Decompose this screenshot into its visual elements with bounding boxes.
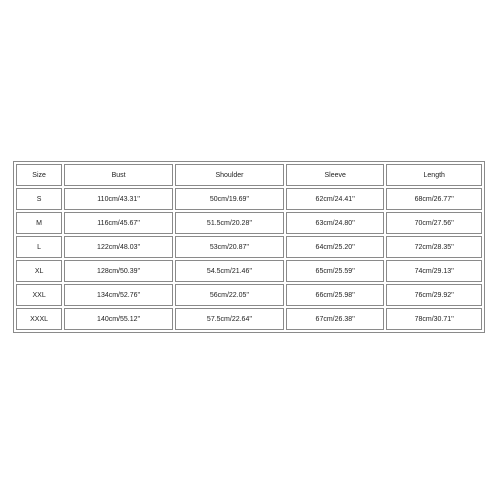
cell-length: 72cm/28.35'' xyxy=(386,236,482,258)
cell-size: M xyxy=(16,212,62,234)
cell-sleeve: 67cm/26.38'' xyxy=(286,308,385,330)
cell-shoulder: 57.5cm/22.64'' xyxy=(175,308,284,330)
cell-bust: 116cm/45.67'' xyxy=(64,212,173,234)
cell-size: XXXL xyxy=(16,308,62,330)
cell-size: S xyxy=(16,188,62,210)
cell-bust: 110cm/43.31'' xyxy=(64,188,173,210)
cell-bust: 122cm/48.03'' xyxy=(64,236,173,258)
cell-sleeve: 65cm/25.59'' xyxy=(286,260,385,282)
cell-sleeve: 64cm/25.20'' xyxy=(286,236,385,258)
cell-bust: 140cm/55.12'' xyxy=(64,308,173,330)
cell-bust: 128cm/50.39'' xyxy=(64,260,173,282)
cell-shoulder: 50cm/19.69'' xyxy=(175,188,284,210)
table-row xyxy=(16,308,482,330)
cell-length: 70cm/27.56'' xyxy=(386,212,482,234)
cell-shoulder: 51.5cm/20.28'' xyxy=(175,212,284,234)
cell-length: 74cm/29.13'' xyxy=(386,260,482,282)
header-shoulder: Shoulder xyxy=(175,164,284,186)
header-bust: Bust xyxy=(64,164,173,186)
size-chart-table xyxy=(13,161,485,333)
cell-size: L xyxy=(16,236,62,258)
cell-shoulder: 53cm/20.87'' xyxy=(175,236,284,258)
cell-sleeve: 62cm/24.41'' xyxy=(286,188,385,210)
cell-shoulder: 56cm/22.05'' xyxy=(175,284,284,306)
cell-shoulder: 54.5cm/21.46'' xyxy=(175,260,284,282)
cell-size: XL xyxy=(16,260,62,282)
cell-sleeve: 63cm/24.80'' xyxy=(286,212,385,234)
table-row xyxy=(16,284,482,306)
table-row xyxy=(16,188,482,210)
header-length: Length xyxy=(386,164,482,186)
cell-sleeve: 66cm/25.98'' xyxy=(286,284,385,306)
header-sleeve: Sleeve xyxy=(286,164,385,186)
cell-bust: 134cm/52.76'' xyxy=(64,284,173,306)
cell-size: XXL xyxy=(16,284,62,306)
header-size: Size xyxy=(16,164,62,186)
cell-length: 76cm/29.92'' xyxy=(386,284,482,306)
cell-length: 68cm/26.77'' xyxy=(386,188,482,210)
table-row xyxy=(16,260,482,282)
table-row xyxy=(16,236,482,258)
table-header-row xyxy=(16,164,482,186)
cell-length: 78cm/30.71'' xyxy=(386,308,482,330)
table-row xyxy=(16,212,482,234)
